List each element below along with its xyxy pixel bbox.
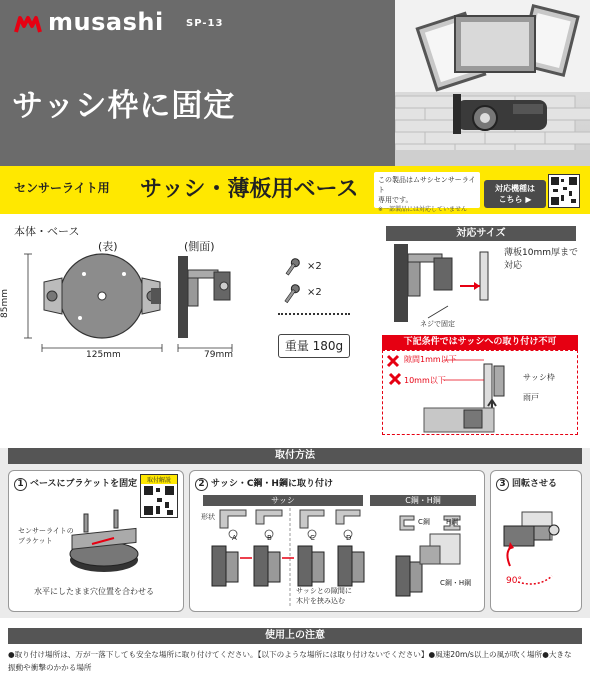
thickness-line2: 対応 <box>504 261 523 271</box>
width-dimension: 125mm <box>86 350 121 360</box>
thickness-line1: 薄板10mm厚まで <box>504 248 578 258</box>
headline: サッシ枠に固定 <box>12 88 236 124</box>
divider <box>278 313 350 315</box>
base-drawing <box>14 252 264 362</box>
compat-note-line1: この製品はムサシセンサーライト <box>378 176 476 194</box>
h-steel-label: H鋼 <box>446 518 459 526</box>
shutter-label: 雨戸 <box>523 393 539 402</box>
steel-sub-header: C鋼・H鋼 <box>370 495 476 506</box>
gap-note-line2: 木片を挟み込む <box>296 597 345 605</box>
size-section-header: 対応サイズ <box>386 226 576 241</box>
model-number: SP-13 <box>186 18 224 29</box>
side-view-label: (側面) <box>184 240 215 253</box>
compat-note-line3: ※一部製品には対応していません <box>378 206 468 213</box>
compat-qr-code[interactable] <box>548 174 580 208</box>
variant-c: C <box>310 534 315 542</box>
musashi-logo-icon <box>14 14 42 34</box>
screw-qty-2: ×2 <box>307 287 322 298</box>
compat-note <box>374 172 480 213</box>
compatible-models-line2: こちら ▶ <box>498 195 532 204</box>
gap-label: 隙間1mm以下 <box>404 355 457 364</box>
install-qr-label: 取付解説 <box>141 475 177 484</box>
product-title: サッシ・薄板用ベース <box>140 177 359 202</box>
bracket-label-line1: センサーライトの <box>18 527 74 535</box>
c-steel-label: C鋼 <box>418 518 430 526</box>
step-2-title <box>195 476 333 491</box>
step-2-title-text: サッシ・C鋼・H鋼に取り付け <box>211 479 333 489</box>
height-dimension: 85mm <box>0 289 10 318</box>
product-photo <box>395 0 590 166</box>
shape-label: 形状 <box>201 513 215 521</box>
product-photo-illustration <box>395 0 590 166</box>
sash-sub-header: サッシ <box>203 495 363 506</box>
caution-header: 使用上の注意 <box>8 628 582 644</box>
caution-line2: 振動や衝撃のかかる場所 <box>8 663 92 672</box>
step-1-title-text: ベースにブラケットを固定 <box>30 479 138 489</box>
warning-header: 下記条件ではサッシへの取り付け不可 <box>382 335 578 350</box>
qr-code-icon <box>549 175 579 207</box>
step-2-number: 2 <box>195 478 208 491</box>
step-3-number: 3 <box>496 478 509 491</box>
step-1-number: 1 <box>14 478 27 491</box>
weight-badge: 重量 180g <box>278 334 350 358</box>
caution-line1: ●取り付け場所は、万が一落下しても安全な場所に取り付けてください。【以下のような場所には取り付けないでください】●風速20m/s以上の風が吹く場所●大きな <box>8 650 572 659</box>
front-view-label: (表) <box>98 240 118 253</box>
sash-frame-label: サッシ枠 <box>523 373 555 382</box>
screw-fix-label: ネジで固定 <box>420 320 455 328</box>
body-section-title: 本体・ベース <box>14 225 80 238</box>
step-1-illustration <box>64 508 154 580</box>
variant-b: B <box>267 534 272 542</box>
ch-steel-label: C鋼・H鋼 <box>440 579 472 587</box>
step-3-title <box>496 476 557 491</box>
brand-name: musashi <box>48 8 164 36</box>
rotation-angle: 90° <box>506 576 522 586</box>
install-header: 取付方法 <box>8 448 582 464</box>
screw-icon <box>278 256 308 306</box>
product-prefix: センサーライト用 <box>14 181 110 195</box>
step-1-caption: 水平にしたまま穴位置を合わせる <box>34 587 154 596</box>
compatible-models-button[interactable] <box>484 180 546 208</box>
step-3-title-text: 回転させる <box>512 479 558 489</box>
screw-qty-1: ×2 <box>307 261 322 272</box>
variant-d: D <box>346 534 352 542</box>
compat-note-line2: 専用です。 <box>378 196 413 204</box>
bracket-label-line2: ブラケット <box>18 537 53 545</box>
depth-label: 10mm以下 <box>404 376 446 385</box>
side-dimension: 79mm <box>204 350 233 360</box>
compatible-models-line1: 対応機種は <box>495 184 535 193</box>
step-1-title <box>14 476 137 491</box>
variant-a: A <box>232 534 237 542</box>
gap-note-line1: サッシとの隙間に <box>296 587 352 595</box>
